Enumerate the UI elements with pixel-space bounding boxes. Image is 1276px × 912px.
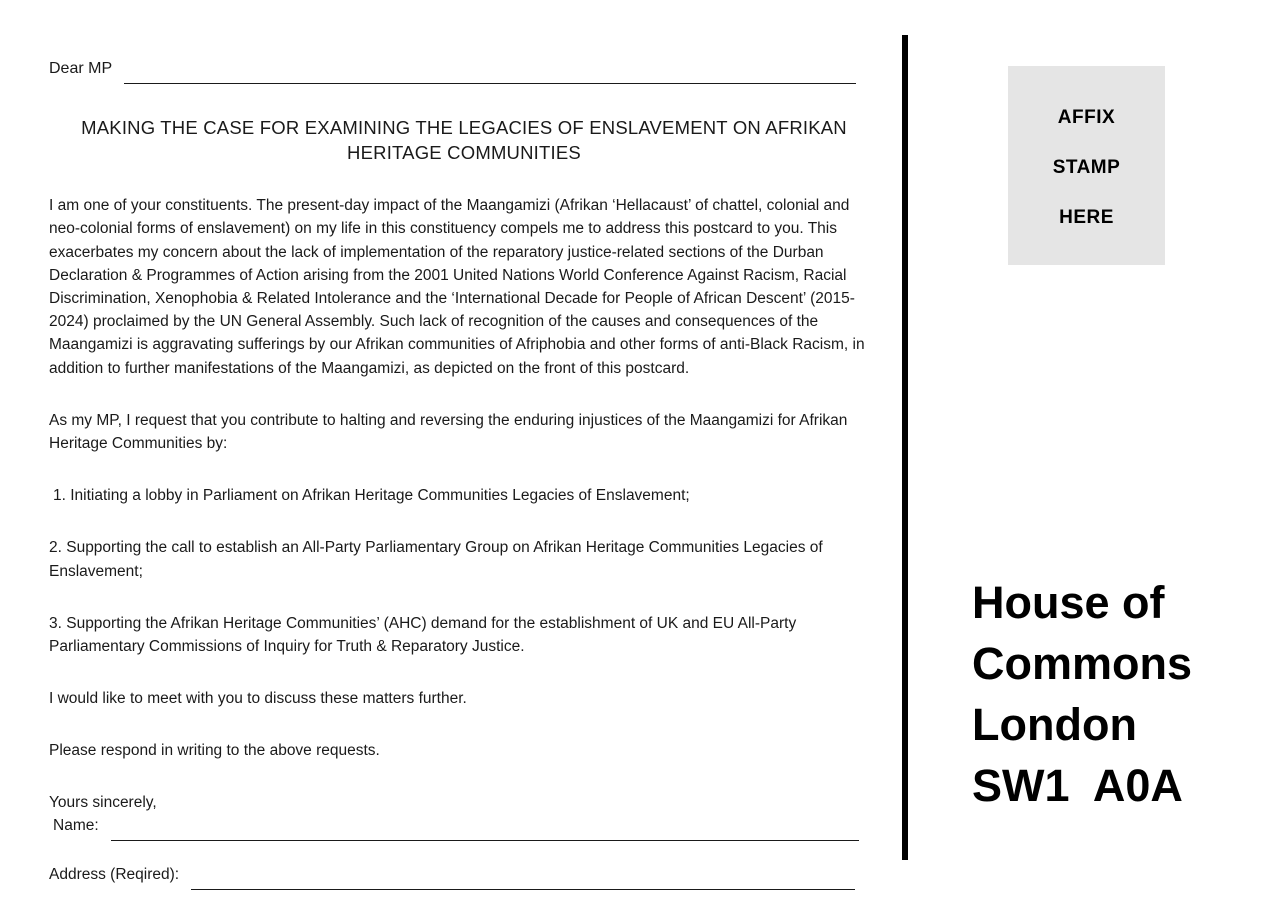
recipient-address-line: SW1 A0A (972, 760, 1183, 811)
address-field-row (49, 863, 855, 886)
salutation-label: Dear MP (49, 60, 113, 77)
recipient-address-line: House of (972, 577, 1165, 628)
salutation-row (49, 57, 856, 80)
address-blank-line (191, 888, 855, 890)
paragraph-request: As my MP, I request that you contribute to halting and reversing the enduring injustices of the Maangamizi for Afrikan Heritage Communities by: (49, 411, 848, 453)
closing-salutation: Yours sincerely, (49, 793, 157, 811)
list-item-2: 2. Supporting the call to establish an All-Party Parliamentary Group on Afrikan Heritage Communities Legacies of Enslavement; (49, 539, 823, 580)
letter-section (49, 57, 879, 886)
paragraph-respond: Please respond in writing to the above requests. (49, 742, 380, 760)
stamp-box-line: STAMP (1052, 157, 1121, 178)
stamp-box (1008, 66, 1165, 265)
name-label: Name: (53, 816, 99, 834)
recipient-address-line: London (972, 699, 1137, 750)
name-field-row (49, 814, 859, 837)
address-label: Address (Reqired): (49, 866, 180, 884)
salutation-blank-line (124, 82, 856, 84)
stamp-box-line: AFFIX (1057, 107, 1116, 128)
recipient-address (972, 572, 1192, 816)
list-item-1: 1. Initiating a lobby in Parliament on Afrikan Heritage Communities Legacies of Enslavement; (53, 487, 690, 505)
postcard-center-divider (902, 35, 908, 860)
stamp-box-line: HERE (1059, 207, 1114, 228)
paragraph-intro: I am one of your constituents. The present-day impact of the Maangamizi (Afrikan ‘Hellacaust’ of chattel, colonial and neo-colonial forms of enslavement) on my life in this constituency compels me to address this postcard to you. This exacerbates my concern about the lack of implementation of the reparatory justice-related sections of the Durban Declaration & Programmes of Action arising from the 2001 United Nations World Conference Against Racism, Racial Discrimination, Xenophobia & Related Intolerance and the ‘International Decade for People of African Descent’ (2015-2024) proclaimed by the UN General Assembly. Such lack of recognition of the causes and consequences of the Maangamizi is aggravating sufferings by our Afrikan communities of Afriphobia and other forms of anti-Black Racism, in addition to further manifestations of the Maangamizi, as depicted on the front of this postcard. (49, 197, 865, 377)
letter-title: MAKING THE CASE FOR EXAMINING THE LEGACIES OF ENSLAVEMENT ON AFRIKAN HERITAGE COMMUNITIES (81, 117, 847, 163)
recipient-address-line: Commons (972, 638, 1193, 689)
name-blank-line (111, 839, 859, 841)
list-item-3: 3. Supporting the Afrikan Heritage Communities’ (AHC) demand for the establishment of UK and EU All-Party Parliamentary Commissions of Inquiry for Truth & Reparatory Justice. (49, 614, 797, 656)
paragraph-meet: I would like to meet with you to discuss these matters further. (49, 690, 467, 708)
